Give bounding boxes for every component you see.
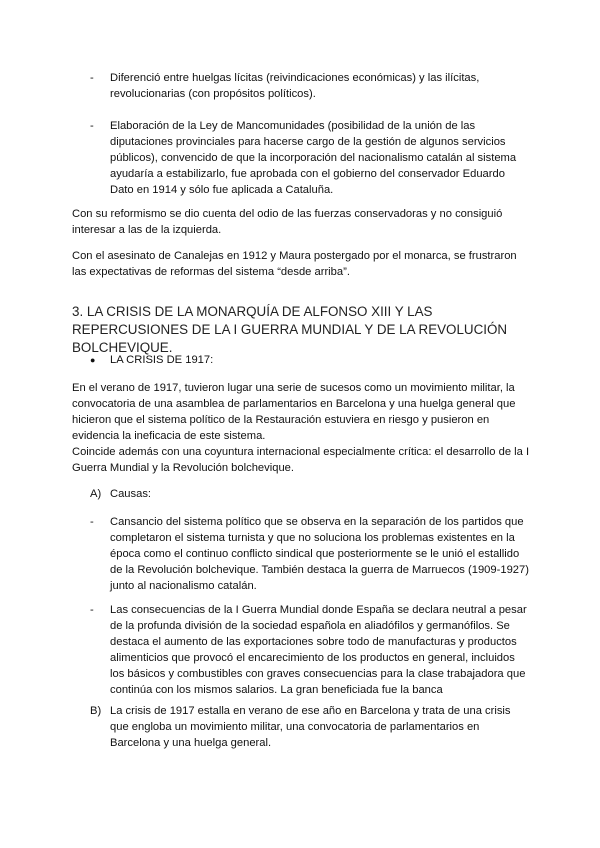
bullet-text: LA CRISIS DE 1917: xyxy=(110,354,214,366)
list-item-text: Diferenció entre huelgas lícitas (reivindicaciones económicas) y las ilícitas, revolucionarias (con propósitos políticos). xyxy=(110,72,480,100)
alpha-item-text: Causas: xyxy=(110,488,152,500)
list-marker: - xyxy=(90,120,94,132)
alpha-marker: B) xyxy=(90,705,102,717)
alpha-item-text: La crisis de 1917 estalla en verano de ese año en Barcelona y trata de una crisis que engloba un movimiento militar, una convocatoria de parlamentarios en Barcelona y una huelga general. xyxy=(110,705,511,749)
bullet-icon: ● xyxy=(90,355,96,365)
paragraph-verano: En el verano de 1917, tuvieron lugar una serie de sucesos como un movimiento militar, la convocatoria de una asamblea de parlamentarios en Barcelona y una huelga general que hicieron que el sistema político de la Restauración estuviera en riesgo y pusieron en evidencia la ineficacia de este sistema. xyxy=(72,382,516,442)
list-marker: - xyxy=(90,516,94,528)
paragraph-coincide: Coincide además con una coyuntura internacional especialmente crítica: el desarrollo de la I Guerra Mundial y la Revolución bolchevique. xyxy=(72,446,530,474)
list-item-text: Elaboración de la Ley de Mancomunidades (posibilidad de la unión de las diputaciones provinciales para hacerse cargo de la gestión de algunos servicios públicos), convencido de que la incorporación del nacionalismo catalán al sistema ayudaría a estabilizarlo, fue aprobada con el gobierno del conservador Eduardo Dato en 1914 y sólo fue aplicada a Cataluña. xyxy=(110,120,517,196)
paragraph-canalejas: Con el asesinato de Canalejas en 1912 y Maura postergado por el monarca, se frustraron las expectativas de reformas del sistema “desde arriba”. xyxy=(72,250,517,278)
alpha-marker: A) xyxy=(90,488,102,500)
paragraph-reformismo: Con su reformismo se dio cuenta del odio de las fuerzas conservadoras y no consiguió interesar a las de la izquierda. xyxy=(72,208,503,236)
list-marker: - xyxy=(90,604,94,616)
list-item-text: Las consecuencias de la I Guerra Mundial donde España se declara neutral a pesar de la profunda división de la sociedad española en aliadófilos y germanófilos. Se destaca el aumento de las exportaciones sobre todo de manufacturas y productos alimenticios que provocó el encarecimiento de los productos en general, incluidos los básicos y combustibles con graves consecuencias para la clase trabajadora que continúa con los mismos salarios. La gran beneficiada fue la banca xyxy=(110,604,527,696)
list-item-text: Cansancio del sistema político que se observa en la separación de los partidos que completaron el sistema turnista y que no soluciona los problemas existentes en la época como el continuo conflicto sindical que posteriormente se le unió el estallido de la Revolución bolchevique. También destaca la guerra de Marruecos (1909-1927) junto al nacionalismo catalán. xyxy=(110,516,529,592)
list-marker: - xyxy=(90,72,94,84)
section-heading: 3. LA CRISIS DE LA MONARQUÍA DE ALFONSO XIII Y LAS REPERCUSIONES DE LA I GUERRA MUNDIAL Y DE LA REVOLUCIÓN BOLCHEVIQUE. xyxy=(72,304,508,355)
